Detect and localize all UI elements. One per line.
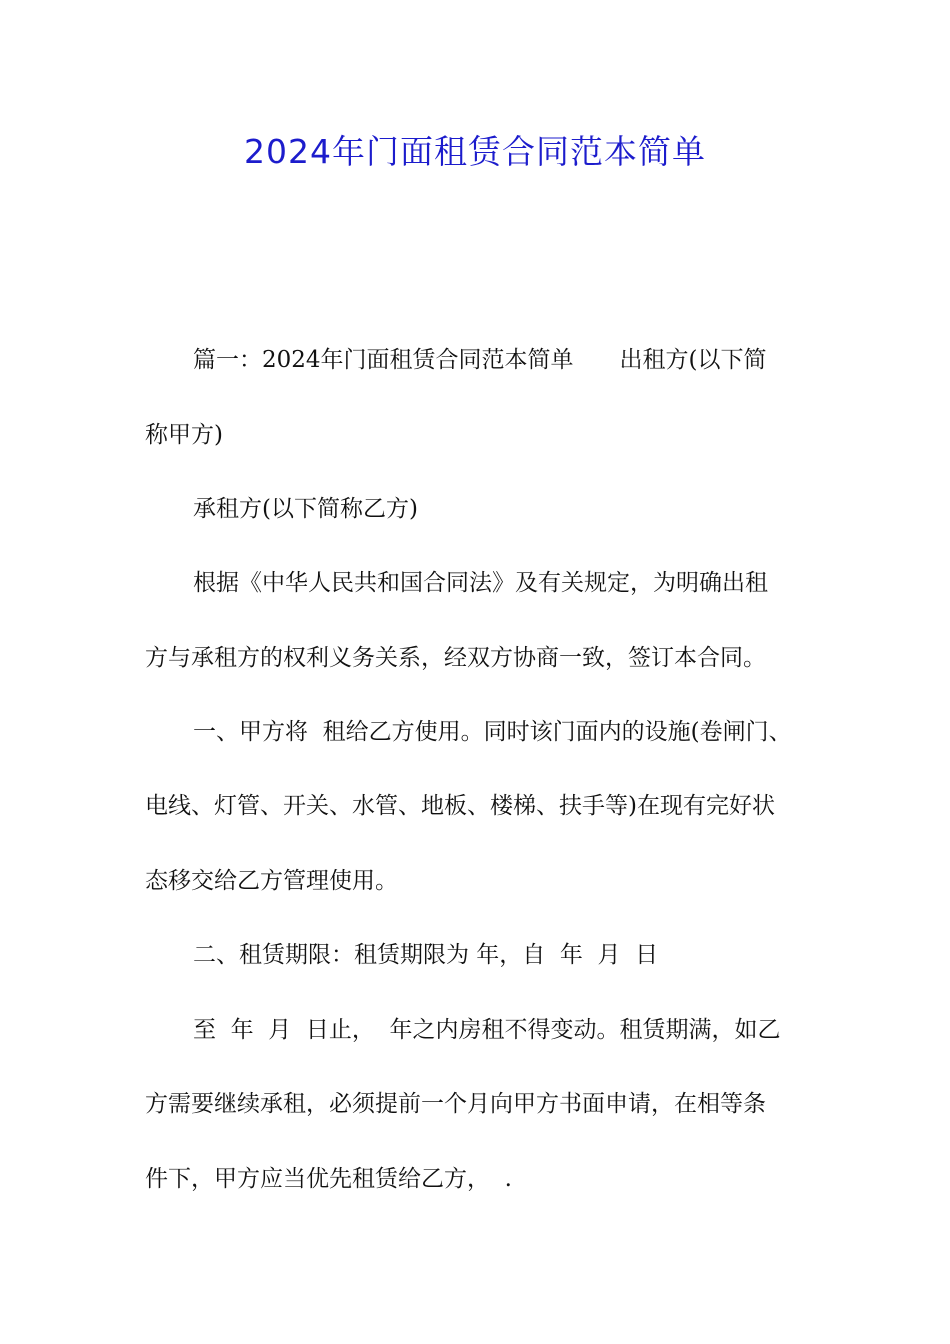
paragraph-line: 件下，甲方应当优先租赁给乙方， . — [145, 1166, 512, 1192]
paragraph-line: 称甲方) — [145, 422, 223, 448]
paragraph-line: 方需要继续承租，必须提前一个月向甲方书面申请，在相等条 — [145, 1091, 766, 1117]
paragraph-line: 态移交给乙方管理使用。 — [145, 868, 398, 894]
document-title: 2024年门面租赁合同范本简单 — [244, 132, 706, 171]
paragraph-line: 承租方(以下简称乙方) — [193, 496, 418, 522]
paragraph-line: 方与承租方的权利义务关系，经双方协商一致，签订本合同。 — [145, 645, 766, 671]
paragraph-line: 二、租赁期限：租赁期限为 年，自 年 月 日 — [193, 942, 659, 968]
paragraph-line: 一、甲方将 租给乙方使用。同时该门面内的设施(卷闸门、 — [193, 719, 792, 745]
paragraph-line: 电线、灯管、开关、水管、地板、楼梯、扶手等)在现有完好状 — [145, 793, 775, 819]
paragraph-line: 根据《中华人民共和国合同法》及有关规定，为明确出租 — [193, 570, 768, 596]
paragraph-line: 至 年 月 日止， 年之内房租不得变动。租赁期满，如乙 — [193, 1017, 781, 1043]
paragraph-line: 篇一：2024年门面租赁合同范本简单 出租方(以下简 — [193, 347, 767, 373]
